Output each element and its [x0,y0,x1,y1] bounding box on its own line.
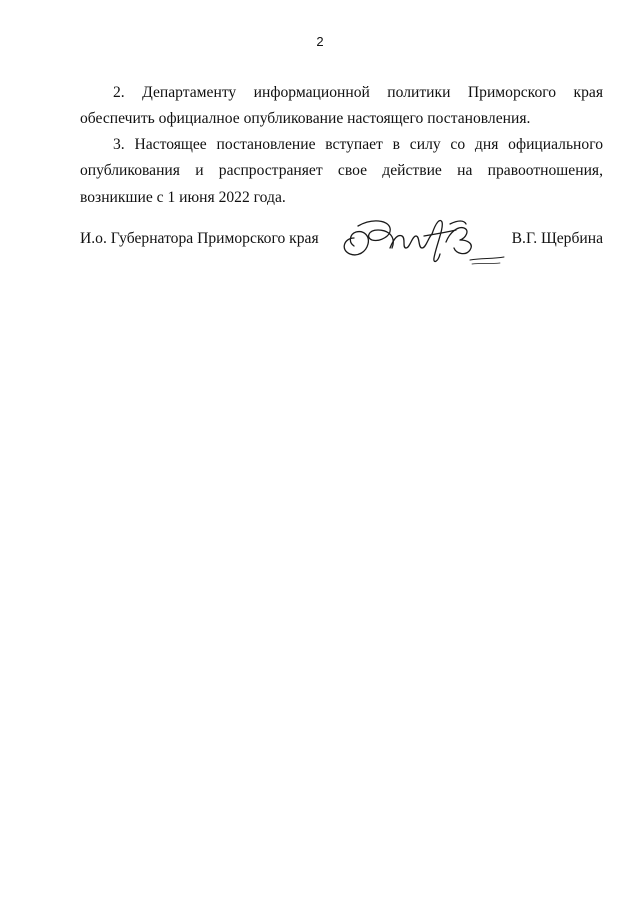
signature-block [80,226,603,266]
page-number: 2 [316,34,324,49]
signatory-title: И.о. Губернатора Приморского края [80,230,319,247]
paragraph-item-2: 2. Департаменту информационной политики Приморского края обеспечить официалное опубликование настоящего постановления. [80,83,603,128]
paragraph-item-3: 3. Настоящее постановление вступает в силу со дня официального опубликования и распространяет свое действие на правоотношения, возникшие с 1 июня 2022 года. [80,135,603,206]
signatory-name: В.Г. Щербина [511,230,603,247]
handwritten-signature [332,212,512,268]
